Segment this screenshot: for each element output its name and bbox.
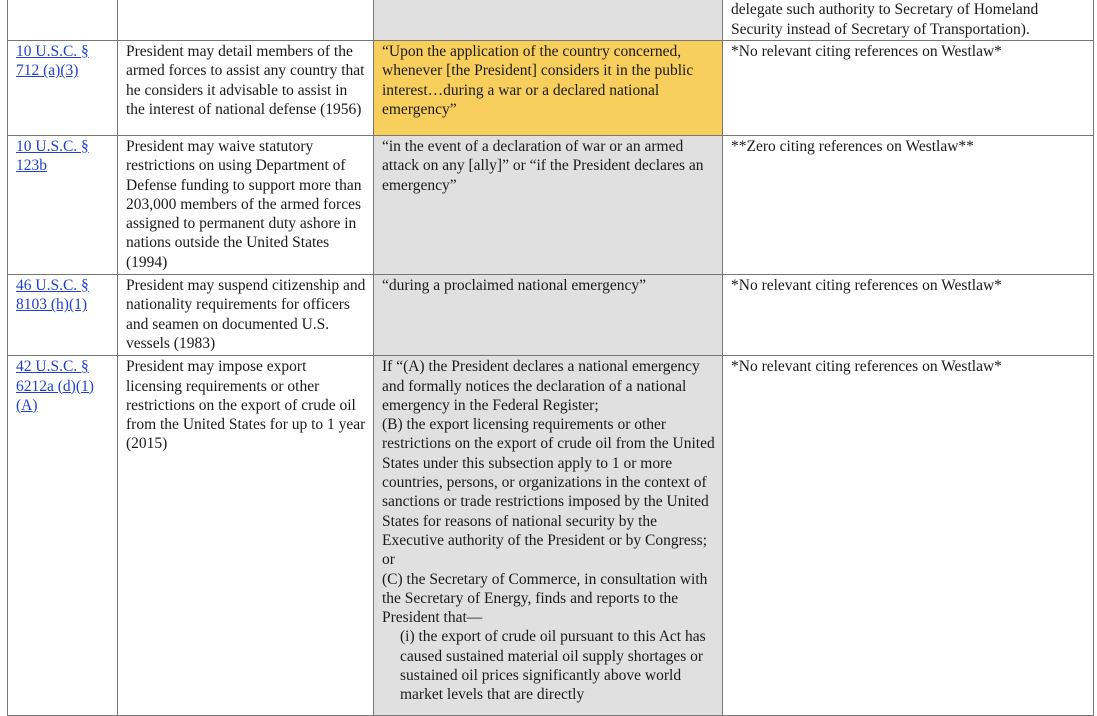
citing-refs-text: delegate such authority to Secretary of Homeland Security instead of Secretary of Transportation). xyxy=(731,1,1039,38)
trigger-text-part-b: (B) the export licensing requirements or other restrictions on the export of crude oil from the United States under this subsection apply to 1 or more countries, persons, or organizations in the context of sanctions or trade restrictions imposed by the United States for reasons of national security by the Executive authority of the President or by Congress; or xyxy=(382,416,715,569)
citation-cell xyxy=(8,356,118,716)
citation-cell xyxy=(8,136,118,275)
description-cell xyxy=(118,275,374,356)
description-cell xyxy=(118,41,374,136)
citation-link[interactable]: 42 U.S.C. § 6212a (d)(1)(A) xyxy=(16,358,94,414)
emergency-powers-table xyxy=(7,0,1094,716)
table-row xyxy=(8,275,1094,356)
citation-link[interactable]: 10 U.S.C. § 123b xyxy=(16,138,89,175)
description-cell xyxy=(118,0,374,41)
citing-refs-text: *No relevant citing references on Westlaw* xyxy=(731,358,1002,376)
citing-refs-cell xyxy=(723,356,1094,716)
trigger-cell xyxy=(374,136,723,275)
description-cell xyxy=(118,356,374,716)
citation-link[interactable]: 10 U.S.C. § 712 (a)(3) xyxy=(16,43,89,80)
trigger-text: “Upon the application of the country concerned, whenever [the President] considers it in the public interest…during a war or a declared national emergency” xyxy=(382,43,694,118)
description-text: President may detail members of the armed forces to assist any country that he considers it advisable to assist in the interest of national defense (1956) xyxy=(126,43,365,118)
citing-refs-cell xyxy=(723,0,1094,41)
citing-refs-cell xyxy=(723,41,1094,136)
trigger-text-subitem-i: (i) the export of crude oil pursuant to this Act has caused sustained material oil supply shortages or sustained oil prices significantly above world market levels that are directly xyxy=(400,628,706,704)
table-row xyxy=(8,41,1094,136)
description-text: President may suspend citizenship and nationality requirements for officers and seamen on documented U.S. vessels (1983) xyxy=(126,277,366,352)
trigger-text: “during a proclaimed national emergency” xyxy=(382,277,646,295)
table-row xyxy=(8,356,1094,716)
description-cell xyxy=(118,136,374,275)
trigger-text-part-c: (C) the Secretary of Commerce, in consultation with the Secretary of Energy, finds and reports to the President that— xyxy=(382,570,708,627)
citing-refs-text: *No relevant citing references on Westlaw* xyxy=(731,43,1002,60)
trigger-cell-highlighted xyxy=(374,41,723,136)
citation-cell xyxy=(8,41,118,136)
trigger-cell xyxy=(374,356,723,716)
citation-cell xyxy=(8,0,118,41)
description-text: President may waive statutory restrictions on using Department of Defense funding to support more than 203,000 members of the armed forces assigned to permanent duty ashore in nations outside the United States (1994) xyxy=(126,138,362,271)
table-row xyxy=(8,0,1094,41)
citing-refs-text: *No relevant citing references on Westlaw* xyxy=(731,277,1002,295)
trigger-cell xyxy=(374,275,723,356)
citation-cell xyxy=(8,275,118,356)
table-row xyxy=(8,136,1094,275)
description-text: President may impose export licensing requirements or other restrictions on the export of crude oil from the United States for up to 1 year (2015) xyxy=(126,358,366,453)
trigger-text: “in the event of a declaration of war or an armed attack on any [ally]” or “if the President declares an emergency” xyxy=(382,138,704,194)
trigger-text-part-a: If “(A) the President declares a national emergency and formally notices the declaration of a national emergency in the Federal Register; xyxy=(382,358,700,414)
citing-refs-cell xyxy=(723,275,1094,356)
trigger-cell xyxy=(374,0,723,41)
citing-refs-text: **Zero citing references on Westlaw** xyxy=(731,138,974,155)
citing-refs-cell xyxy=(723,136,1094,275)
citation-link[interactable]: 46 U.S.C. § 8103 (h)(1) xyxy=(16,277,89,314)
